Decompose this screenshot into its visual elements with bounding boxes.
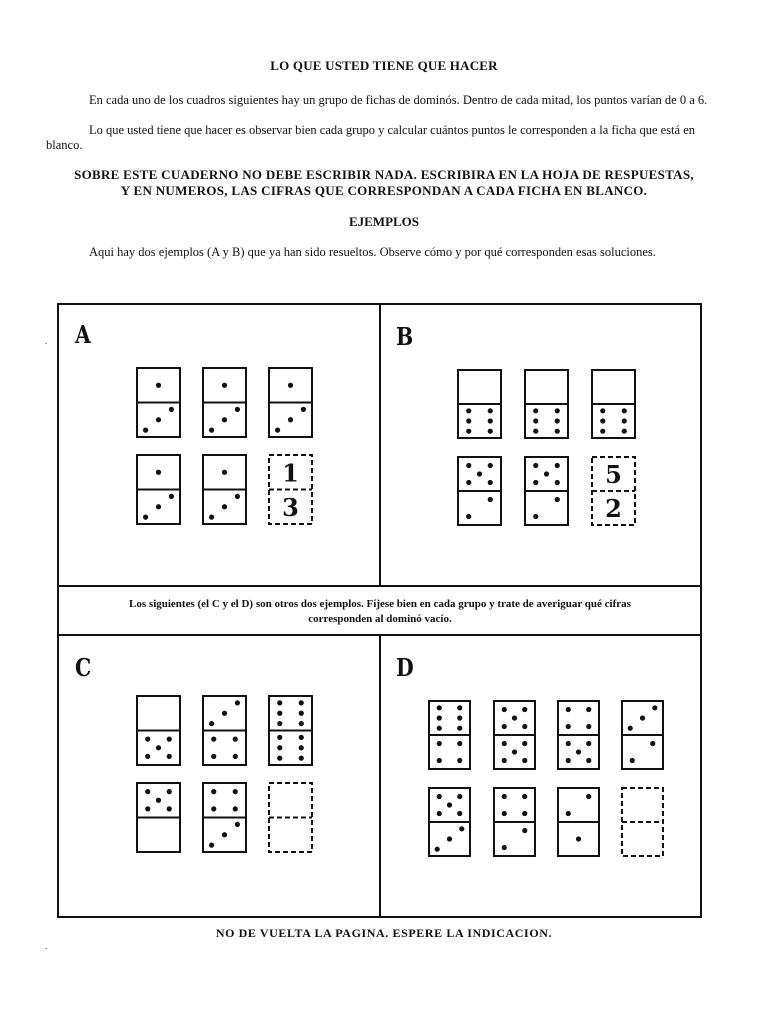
domino-pip <box>145 754 150 759</box>
domino-pip <box>167 737 172 742</box>
domino-pip <box>299 711 304 716</box>
domino-d-6 <box>494 788 535 856</box>
domino-pip <box>502 845 507 850</box>
domino-pip <box>235 407 240 412</box>
domino-pip <box>533 418 538 423</box>
page-title: LO QUE USTED TIENE QUE HACER <box>270 58 498 73</box>
domino-answer-top: 5 <box>605 460 622 489</box>
domino-pip <box>650 741 655 746</box>
domino-pip <box>288 417 293 422</box>
domino-pip <box>156 383 161 388</box>
domino-pip <box>235 494 240 499</box>
domino-pip <box>156 470 161 475</box>
domino-pip <box>222 504 227 509</box>
domino-pip <box>209 515 214 520</box>
domino-pip <box>277 711 282 716</box>
domino-pip <box>488 480 493 485</box>
domino-pip <box>533 429 538 434</box>
domino-pip <box>566 758 571 763</box>
domino-pip <box>555 429 560 434</box>
domino-pip <box>522 794 527 799</box>
domino-pip <box>222 711 227 716</box>
domino-pip <box>488 497 493 502</box>
domino-d-7 <box>558 788 599 856</box>
domino-pip <box>555 463 560 468</box>
domino-pip <box>167 789 172 794</box>
domino-d-8 <box>622 788 663 856</box>
domino-pip <box>437 705 442 710</box>
domino-pip <box>167 806 172 811</box>
domino-pip <box>437 715 442 720</box>
domino-c-1 <box>137 696 180 765</box>
domino-pip <box>211 806 216 811</box>
domino-pip <box>169 407 174 412</box>
domino-pip <box>156 745 161 750</box>
domino-pip <box>555 480 560 485</box>
domino-pip <box>522 707 527 712</box>
domino-pip <box>630 758 635 763</box>
domino-pip <box>566 724 571 729</box>
domino-pip <box>466 463 471 468</box>
domino-pip <box>288 383 293 388</box>
domino-pip <box>435 847 440 852</box>
domino-pip <box>566 811 571 816</box>
domino-b-3 <box>592 370 635 438</box>
domino-pip <box>466 514 471 519</box>
domino-pip <box>544 471 549 476</box>
domino-a-2 <box>203 368 246 437</box>
domino-pip <box>533 408 538 413</box>
domino-pip <box>622 418 627 423</box>
domino-pip <box>555 408 560 413</box>
domino-pip <box>586 741 591 746</box>
domino-pip <box>235 700 240 705</box>
domino-pip <box>459 826 464 831</box>
domino-pip <box>622 429 627 434</box>
examples-heading: EJEMPLOS <box>348 214 420 229</box>
domino-pip <box>447 802 452 807</box>
domino-pip <box>277 756 282 761</box>
domino-pip <box>437 758 442 763</box>
domino-pip <box>277 721 282 726</box>
domino-pip <box>211 789 216 794</box>
domino-pip <box>233 737 238 742</box>
domino-pip <box>522 811 527 816</box>
domino-pip <box>488 429 493 434</box>
domino-pip <box>466 408 471 413</box>
domino-pip <box>145 789 150 794</box>
domino-d-4 <box>622 701 663 769</box>
domino-b-4 <box>458 457 501 525</box>
domino-pip <box>457 741 462 746</box>
domino-pip <box>457 705 462 710</box>
domino-pip <box>457 794 462 799</box>
domino-pip <box>466 418 471 423</box>
domino-pip <box>145 806 150 811</box>
domino-pip <box>600 418 605 423</box>
domino-pip <box>437 741 442 746</box>
domino-pip <box>522 741 527 746</box>
domino-pip <box>566 741 571 746</box>
domino-pip <box>457 715 462 720</box>
domino-pip <box>211 737 216 742</box>
domino-a-1 <box>137 368 180 437</box>
domino-pip <box>233 754 238 759</box>
domino-pip <box>233 789 238 794</box>
domino-pip <box>466 429 471 434</box>
domino-a-4 <box>137 455 180 524</box>
domino-pip <box>299 721 304 726</box>
instructions-paragraph-2: Lo que usted tiene que hacer es observar bien cada grupo y calcular cuántos puntos le corresponden a la ficha que está en blanco. <box>46 123 695 152</box>
domino-pip <box>222 470 227 475</box>
domino-pip <box>586 707 591 712</box>
domino-pip <box>533 480 538 485</box>
domino-pip <box>622 408 627 413</box>
warning-text: SOBRE ESTE CUADERNO NO DEBE ESCRIBIR NADA. ESCRIBIRA EN LA HOJA DE RESPUESTAS, Y EN NUMEROS, LAS CIFRAS QUE CORRESPONDAN A CADA FICHA EN BLANCO. <box>74 167 694 198</box>
domino-pip <box>222 417 227 422</box>
margin-mark: . <box>45 941 48 951</box>
domino-d-2 <box>494 701 535 769</box>
instructions-paragraph-1: En cada uno de los cuadros siguientes hay un grupo de fichas de dominós. Dentro de cada mitad, los puntos varían de 0 a 6. <box>89 93 708 107</box>
domino-pip <box>457 758 462 763</box>
margin-mark: . <box>45 336 48 346</box>
domino-c-4 <box>137 783 180 852</box>
domino-c-3 <box>269 696 312 765</box>
panel-label-b: B <box>396 322 414 351</box>
panel-label-c: C <box>75 653 92 682</box>
domino-pip <box>299 735 304 740</box>
domino-a-5 <box>203 455 246 524</box>
domino-pip <box>167 754 172 759</box>
domino-pip <box>235 822 240 827</box>
domino-pip <box>586 794 591 799</box>
domino-pip <box>555 418 560 423</box>
domino-answer-bottom: 2 <box>605 494 622 523</box>
domino-b-5 <box>525 457 568 525</box>
domino-pip <box>143 428 148 433</box>
domino-pip <box>299 756 304 761</box>
domino-pip <box>488 463 493 468</box>
domino-answer-bottom: 3 <box>282 492 299 522</box>
domino-pip <box>488 408 493 413</box>
domino-pip <box>299 700 304 705</box>
domino-pip <box>600 408 605 413</box>
domino-c-6 <box>269 783 312 852</box>
domino-pip <box>437 726 442 731</box>
domino-pip <box>522 724 527 729</box>
domino-d-5 <box>429 788 470 856</box>
domino-pip <box>143 515 148 520</box>
domino-pip <box>640 715 645 720</box>
domino-pip <box>277 745 282 750</box>
domino-pip <box>522 828 527 833</box>
domino-pip <box>457 726 462 731</box>
domino-pip <box>477 471 482 476</box>
domino-pip <box>600 429 605 434</box>
domino-pip <box>301 407 306 412</box>
domino-pip <box>576 749 581 754</box>
domino-d-1 <box>429 701 470 769</box>
domino-pip <box>437 794 442 799</box>
domino-pip <box>222 383 227 388</box>
domino-pip <box>502 758 507 763</box>
domino-b-2 <box>525 370 568 438</box>
domino-pip <box>502 794 507 799</box>
domino-c-2 <box>203 696 246 765</box>
domino-pip <box>502 811 507 816</box>
domino-pip <box>209 428 214 433</box>
domino-pip <box>522 758 527 763</box>
domino-pip <box>277 735 282 740</box>
domino-pip <box>555 497 560 502</box>
domino-pip <box>156 504 161 509</box>
panel-label-d: D <box>396 653 414 682</box>
domino-pip <box>502 741 507 746</box>
domino-pip <box>586 724 591 729</box>
domino-answer-top: 1 <box>282 458 299 488</box>
domino-pip <box>512 749 517 754</box>
domino-pip <box>533 463 538 468</box>
domino-pip <box>275 428 280 433</box>
domino-pip <box>628 726 633 731</box>
domino-pip <box>488 418 493 423</box>
domino-pip <box>233 806 238 811</box>
domino-pip <box>502 707 507 712</box>
panel-label-a: A <box>75 320 91 349</box>
domino-pip <box>533 514 538 519</box>
domino-pip <box>145 737 150 742</box>
domino-pip <box>566 707 571 712</box>
domino-pip <box>502 724 507 729</box>
domino-pip <box>156 417 161 422</box>
domino-a-3 <box>269 368 312 437</box>
domino-pip <box>586 758 591 763</box>
domino-pip <box>209 843 214 848</box>
domino-pip <box>277 700 282 705</box>
domino-d-3 <box>558 701 599 769</box>
domino-pip <box>222 832 227 837</box>
domino-pip <box>437 811 442 816</box>
middle-note: Los siguientes (el C y el D) son otros dos ejemplos. Fíjese bien en cada grupo y trate de averiguar qué cifras corresponden al dominó vacío. <box>129 598 631 625</box>
domino-pip <box>466 480 471 485</box>
footer-notice: NO DE VUELTA LA PAGINA. ESPERE LA INDICACION. <box>215 926 553 940</box>
domino-b-6 <box>592 457 635 525</box>
domino-pip <box>457 811 462 816</box>
examples-paragraph: Aqui hay dos ejemplos (A y B) que ya han sido resueltos. Observe cómo y por qué corresponden esas soluciones. <box>89 245 656 259</box>
domino-pip <box>652 705 657 710</box>
domino-c-5 <box>203 783 246 852</box>
domino-pip <box>169 494 174 499</box>
domino-pip <box>211 754 216 759</box>
domino-pip <box>447 836 452 841</box>
domino-pip <box>299 745 304 750</box>
domino-a-6 <box>269 455 312 524</box>
domino-pip <box>156 798 161 803</box>
domino-pip <box>512 715 517 720</box>
domino-pip <box>209 721 214 726</box>
domino-b-1 <box>458 370 501 438</box>
domino-pip <box>576 836 581 841</box>
